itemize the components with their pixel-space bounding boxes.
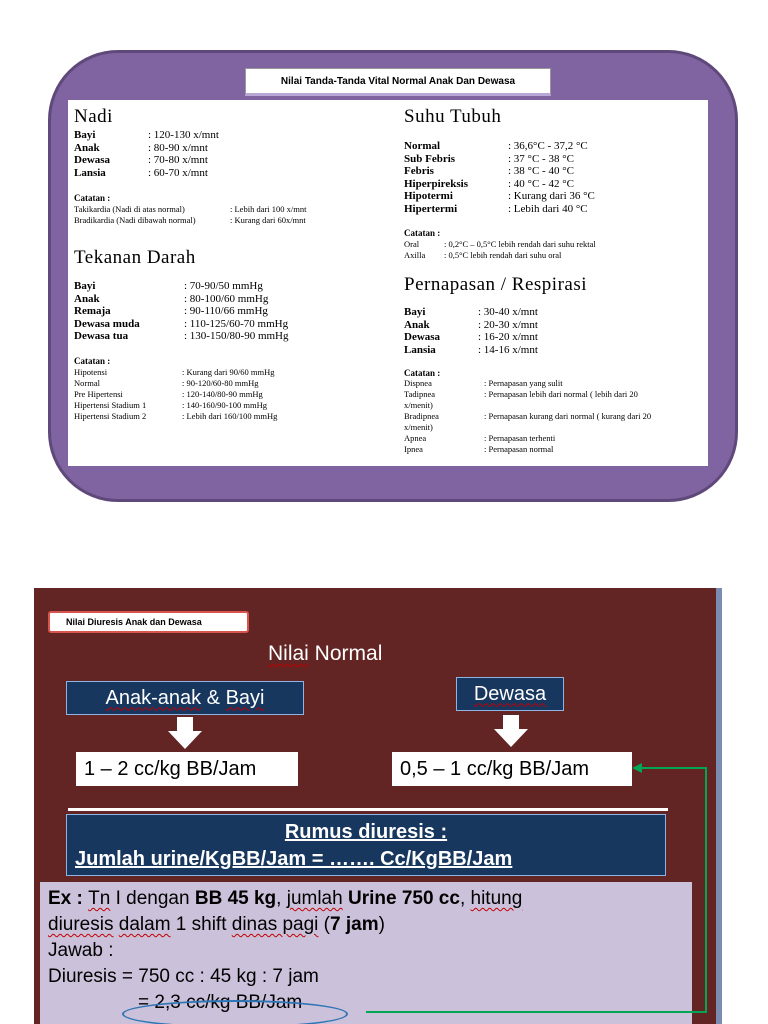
nadi-row: [74, 154, 219, 167]
row-value: : 140-160/90-100 mmHg: [182, 400, 267, 410]
row-value: : Pernapasan normal: [484, 444, 554, 454]
suhu-note-row: [404, 250, 596, 261]
row-key: Normal: [404, 140, 441, 152]
suhu-row: [404, 178, 595, 191]
nadi-note-row: [74, 204, 307, 215]
row-key: Hiperpireksis: [404, 177, 468, 190]
rumus-box: [66, 814, 666, 876]
row-key: Dewasa tua: [74, 330, 129, 342]
napas-note-row: [404, 433, 651, 444]
row-value: : 0,2°C – 0,5°C lebih rendah dari suhu rektal: [444, 239, 596, 249]
row-key: Hipotensi: [74, 367, 108, 377]
tekanan-list: [74, 280, 289, 343]
nadi-row: [74, 142, 219, 155]
jawab-line: Jawab :: [48, 940, 114, 961]
row-key: Hipertermi: [404, 202, 458, 215]
down-arrow-icon: [168, 717, 202, 749]
row-value: : Pernapasan kurang dari normal ( kurang dari 20: [484, 411, 652, 421]
napas-row: [404, 344, 538, 357]
napas-note-row: [404, 422, 651, 433]
ex-hitung: hitung: [470, 888, 523, 909]
ex-dinas-pagi: dinas pagi: [231, 914, 319, 935]
ex-text: ): [378, 914, 385, 935]
suhu-notes: [404, 239, 596, 261]
row-value: : Lebih dari 40 °C: [508, 202, 588, 215]
napas-notes: [404, 378, 651, 455]
calc-line: Diuresis = 750 cc : 45 kg : 7 jam: [48, 966, 319, 987]
row-value: : 110-125/60-70 mmHg: [184, 317, 289, 330]
napas-list: [404, 306, 538, 356]
tekanan-note-row: [74, 378, 277, 389]
row-key: Lansia: [404, 343, 436, 356]
amp-label: &: [201, 686, 226, 709]
tekanan-notes: [74, 367, 277, 422]
suhu-row: [404, 140, 595, 153]
row-key: Bayi: [74, 280, 96, 292]
suhu-note-heading: Catatan :: [404, 228, 441, 238]
row-key: Bayi: [74, 129, 96, 141]
row-key: Anak: [404, 318, 430, 331]
dewasa-box: [456, 677, 564, 711]
tekanan-row: [74, 330, 289, 343]
row-value: : 130-150/80-90 mmHg: [184, 330, 289, 342]
row-key: Pre Hipertensi: [74, 389, 123, 399]
nadi-list: [74, 129, 219, 179]
row-value: : 38 °C - 40 °C: [508, 165, 574, 177]
divider: [68, 808, 668, 811]
row-value: : 70-80 x/mnt: [148, 154, 208, 166]
row-key: Hipertensi Stadium 2: [74, 411, 147, 421]
row-key: Hipotermi: [404, 190, 453, 202]
tekanan-note-row: [74, 389, 277, 400]
row-value: : Kurang dari 60x/mnt: [230, 215, 306, 225]
row-value: : 16-20 x/mnt: [478, 331, 538, 343]
tekanan-row: [74, 293, 289, 306]
row-key: Remaja: [74, 305, 111, 317]
dewasa-value: 0,5 – 1 cc/kg BB/Jam: [392, 752, 632, 786]
example-box: [40, 882, 692, 1024]
napas-heading: Pernapasan / Respirasi: [404, 274, 588, 295]
vital-signs-title: Nilai Tanda-Tanda Vital Normal Anak Dan Dewasa: [245, 68, 551, 96]
napas-note-row: [404, 411, 651, 422]
ex-label: Ex :: [48, 888, 89, 909]
row-key: Bayi: [404, 306, 426, 318]
napas-note-row: [404, 378, 651, 389]
row-value: : 40 °C - 42 °C: [508, 177, 574, 190]
row-key: Ipnea: [404, 444, 423, 454]
row-value: : 80-90 x/mnt: [148, 141, 208, 154]
ex-text: (: [318, 914, 330, 935]
napas-note-heading: Catatan :: [404, 368, 441, 378]
row-value: : Pernapasan yang sulit: [484, 378, 563, 388]
napas-note-row: [404, 400, 651, 411]
row-value: : 20-30 x/mnt: [478, 318, 538, 331]
row-value: : 0,5°C lebih rendah dari suhu oral: [444, 250, 562, 260]
row-value: : 37 °C - 38 °C: [508, 152, 574, 165]
row-key: Tadipnea: [404, 389, 436, 399]
row-key: x/menit): [404, 422, 433, 432]
nilai-word: Nilai: [268, 642, 309, 665]
tekanan-note-row: [74, 411, 277, 422]
tekanan-note-heading: Catatan :: [74, 356, 111, 366]
row-key: Bradikardia (Nadi dibawah normal): [74, 215, 196, 225]
row-value: : Pernapasan lebih dari normal ( lebih dari 20: [484, 389, 638, 399]
row-value: : Kurang dari 90/60 mmHg: [182, 367, 275, 377]
napas-row: [404, 306, 538, 319]
nadi-row: [74, 167, 219, 180]
diuresis-tag: Nilai Diuresis Anak dan Dewasa: [48, 611, 249, 633]
row-value: : 70-90/50 mmHg: [184, 280, 263, 292]
row-value: : 14-16 x/mnt: [478, 343, 538, 356]
anak-bayi-box: [66, 681, 304, 715]
ex-jumlah: jumlah: [286, 888, 343, 909]
ex-diuresis: diuresis: [48, 914, 114, 935]
row-key: Anak: [74, 141, 100, 154]
row-key: Apnea: [404, 433, 427, 443]
row-value: : 90-110/66 mmHg: [184, 305, 268, 317]
suhu-heading: Suhu Tubuh: [404, 106, 502, 127]
nadi-note-heading: Catatan :: [74, 193, 111, 203]
example-line-2: [48, 912, 692, 938]
row-value: : 30-40 x/mnt: [478, 306, 538, 318]
down-arrow-icon: [494, 715, 528, 747]
tekanan-note-row: [74, 400, 277, 411]
napas-note-row: [404, 389, 651, 400]
result-line: = 2,3 cc/kg BB/Jam: [138, 992, 303, 1013]
row-key: x/menit): [404, 400, 433, 410]
nadi-notes: [74, 204, 307, 226]
suhu-list: [404, 140, 595, 215]
row-value: : Kurang dari 36 °C: [508, 190, 595, 202]
anak-value: 1 – 2 cc/kg BB/Jam: [76, 752, 298, 786]
normal-word: Normal: [308, 642, 383, 665]
row-key: Oral: [404, 239, 420, 249]
dewasa-label: Dewasa: [473, 682, 547, 705]
nadi-heading: Nadi: [74, 106, 113, 127]
napas-row: [404, 319, 538, 332]
suhu-row: [404, 153, 595, 166]
row-value: : 36,6°C - 37,2 °C: [508, 140, 588, 152]
anak-label: Anak-anak: [105, 686, 202, 709]
row-key: Hipertensi Stadium 1: [74, 400, 147, 410]
row-key: Takikardia (Nadi di atas normal): [74, 204, 185, 214]
row-key: Anak: [74, 292, 100, 305]
row-key: Dispnea: [404, 378, 432, 388]
row-value: : 120-130 x/mnt: [148, 129, 219, 141]
row-value: : 80-100/60 mmHg: [184, 292, 269, 305]
row-value: : 120-140/80-90 mmHg: [182, 389, 263, 399]
napas-row: [404, 331, 538, 344]
ex-text: ,: [276, 888, 287, 909]
napas-note-row: [404, 444, 651, 455]
rumus-title: Rumus diuresis :: [284, 821, 448, 843]
tekanan-note-row: [74, 367, 277, 378]
ex-tn: Tn: [88, 888, 111, 909]
tekanan-heading: Tekanan Darah: [74, 247, 196, 268]
nadi-row: [74, 129, 219, 142]
row-key: Lansia: [74, 166, 106, 179]
row-key: Normal: [74, 378, 100, 388]
ex-text: 1 shift: [170, 914, 232, 935]
row-key: Sub Febris: [404, 152, 456, 165]
nilai-normal-heading: [268, 642, 382, 666]
row-value: : Pernapasan terhenti: [484, 433, 556, 443]
row-key: Bradipnea: [404, 411, 439, 421]
slide-edge: [716, 588, 722, 1024]
ex-bb: BB 45 kg: [194, 888, 277, 909]
tekanan-row: [74, 280, 289, 293]
ex-urine: Urine 750 cc: [347, 888, 460, 909]
row-key: Dewasa: [404, 331, 441, 343]
row-value: : 90-120/60-80 mmHg: [182, 378, 259, 388]
ex-dalam: dalam: [118, 914, 171, 935]
tekanan-row: [74, 318, 289, 331]
row-key: Dewasa: [74, 154, 111, 166]
result-highlight: [122, 1000, 348, 1024]
row-key: Febris: [404, 165, 434, 177]
ex-jam: 7 jam: [330, 914, 379, 935]
rumus-formula: Jumlah urine/KgBB/Jam = ……. Cc/KgBB/Jam: [75, 848, 513, 870]
suhu-note-row: [404, 239, 596, 250]
tekanan-row: [74, 305, 289, 318]
suhu-row: [404, 203, 595, 216]
example-line-1: [48, 886, 692, 912]
row-value: : Lebih dari 100 x/mnt: [230, 204, 307, 214]
suhu-row: [404, 165, 595, 178]
ex-text: ,: [459, 888, 471, 909]
row-key: Axilla: [404, 250, 426, 260]
row-key: Dewasa muda: [74, 317, 140, 330]
ex-text: I dengan: [110, 888, 195, 909]
nadi-note-row: [74, 215, 307, 226]
bayi-label: Bayi: [225, 686, 265, 709]
suhu-row: [404, 190, 595, 203]
row-value: : Lebih dari 160/100 mmHg: [182, 411, 278, 421]
row-value: : 60-70 x/mnt: [148, 166, 208, 179]
